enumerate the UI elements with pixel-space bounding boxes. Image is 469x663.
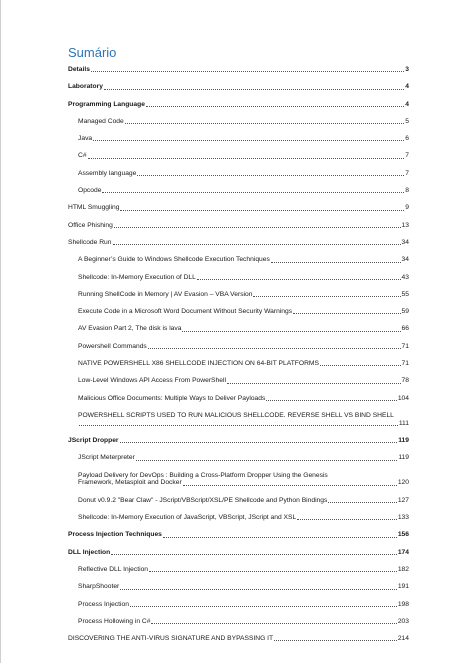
toc-entry[interactable] bbox=[68, 472, 409, 488]
toc-entry-label-continued: Framework, Metasploit and Docker bbox=[78, 479, 182, 487]
toc-entry[interactable] bbox=[68, 343, 409, 351]
toc-entry-page: 119 bbox=[398, 437, 409, 445]
toc-entry[interactable] bbox=[68, 601, 409, 609]
toc-entry[interactable] bbox=[68, 118, 409, 126]
toc-dot-leader bbox=[120, 588, 397, 590]
toc-entry-label: NATIVE POWERSHELL X86 SHELLCODE INJECTION ON 64-BIT PLATFORMS bbox=[78, 360, 319, 368]
toc-entry-page: 3 bbox=[405, 66, 409, 73]
toc-entry-label: SharpShooter bbox=[78, 583, 120, 591]
toc-entry[interactable] bbox=[68, 308, 409, 316]
toc-entry-label: Donut v0.9.2 "Bear Claw" - JScript/VBScript/XSL/PE Shellcode and Python Bindings bbox=[78, 496, 328, 504]
toc-entry-page: 4 bbox=[405, 100, 409, 108]
toc-entry-page: 198 bbox=[397, 600, 409, 608]
toc-entry[interactable] bbox=[68, 291, 409, 299]
toc-dot-leader bbox=[328, 501, 396, 503]
toc-dot-leader bbox=[266, 399, 397, 401]
toc-entry-label: Process Injection bbox=[78, 600, 129, 608]
toc-entry-page: 59 bbox=[401, 308, 409, 316]
toc-entry-label: HTML Smuggling bbox=[68, 204, 120, 212]
toc-entry-page: 191 bbox=[397, 583, 409, 591]
toc-entry-label: Shellcode: In-Memory Execution of JavaScript, VBScript, JScript and XSL bbox=[78, 514, 297, 522]
toc-entry[interactable] bbox=[68, 635, 409, 643]
toc-dot-leader bbox=[146, 105, 404, 107]
toc-dot-leader bbox=[293, 312, 400, 314]
toc-entry[interactable] bbox=[68, 187, 409, 195]
toc-entry[interactable] bbox=[68, 170, 409, 178]
toc-list bbox=[68, 66, 409, 643]
toc-entry-page: 6 bbox=[405, 135, 409, 143]
toc-entry-page: 133 bbox=[397, 514, 409, 522]
toc-entry[interactable] bbox=[68, 256, 409, 264]
toc-entry-page: 214 bbox=[397, 635, 409, 643]
toc-entry-label: Java bbox=[78, 135, 93, 143]
toc-entry-label: Shellcode: In-Memory Execution of DLL bbox=[78, 273, 196, 281]
toc-entry-page: 71 bbox=[401, 342, 409, 350]
toc-dot-leader bbox=[149, 570, 397, 572]
toc-entry-page: 8 bbox=[405, 187, 409, 195]
toc-entry-label: DLL Injection bbox=[68, 548, 111, 556]
toc-entry-page: 4 bbox=[405, 83, 409, 91]
toc-dot-leader bbox=[227, 382, 401, 384]
toc-entry[interactable] bbox=[68, 204, 409, 212]
toc-entry-page: 156 bbox=[397, 531, 409, 539]
toc-entry-page: 66 bbox=[401, 325, 409, 333]
toc-dot-leader bbox=[130, 605, 397, 607]
toc-entry-page: 43 bbox=[401, 273, 409, 281]
toc-entry-page: 111 bbox=[398, 419, 409, 427]
toc-entry[interactable] bbox=[68, 239, 409, 247]
toc-entry-label: JScript Dropper bbox=[68, 437, 119, 445]
toc-entry-page: 119 bbox=[398, 454, 409, 462]
toc-entry-label: DISCOVERING THE ANTI-VIRUS SIGNATURE AND BYPASSING IT bbox=[68, 635, 274, 643]
toc-dot-leader bbox=[111, 553, 397, 555]
toc-entry[interactable] bbox=[68, 66, 409, 74]
toc-entry-page: 104 bbox=[397, 394, 409, 402]
toc-entry-label: POWERSHELL SCRIPTS USED TO RUN MALICIOUS SHELLCODE. REVERSE SHELL VS BIND SHELL bbox=[78, 411, 394, 419]
toc-entry-page: 7 bbox=[405, 169, 409, 177]
toc-title: Sumário bbox=[68, 45, 117, 60]
toc-entry[interactable] bbox=[68, 135, 409, 143]
toc-entry-label: Execute Code in a Microsoft Word Document Without Security Warnings bbox=[78, 308, 293, 316]
toc-entry-label: A Beginner’s Guide to Windows Shellcode Execution Techniques bbox=[78, 256, 270, 264]
toc-entry-label: Payload Delivery for DevOps : Building a Cross-Platform Dropper Using the Genesis bbox=[78, 471, 328, 479]
toc-entry[interactable] bbox=[68, 83, 409, 91]
toc-dot-leader bbox=[125, 122, 405, 124]
toc-entry-page: 5 bbox=[405, 117, 409, 125]
toc-dot-leader bbox=[136, 459, 397, 461]
toc-entry-page: 13 bbox=[401, 221, 409, 229]
toc-entry-page: 71 bbox=[401, 360, 409, 368]
toc-entry-label: AV Evasion Part 2, The disk is lava bbox=[78, 325, 182, 333]
toc-entry[interactable] bbox=[68, 583, 409, 591]
toc-entry[interactable] bbox=[68, 274, 409, 282]
toc-dot-leader bbox=[253, 295, 400, 297]
toc-entry[interactable] bbox=[68, 566, 409, 574]
toc-entry[interactable] bbox=[68, 514, 409, 522]
toc-entry-label: Running ShellCode in Memory | AV Evasion – VBA Version bbox=[78, 290, 253, 298]
toc-dot-leader bbox=[91, 70, 404, 72]
toc-entry[interactable] bbox=[68, 549, 409, 557]
toc-dot-leader bbox=[93, 139, 404, 141]
toc-entry-page: 7 bbox=[405, 152, 409, 160]
toc-dot-leader bbox=[320, 364, 401, 366]
toc-entry[interactable] bbox=[68, 618, 409, 626]
toc-dot-leader bbox=[271, 261, 401, 263]
toc-entry-label: Reflective DLL Injection bbox=[78, 565, 149, 573]
toc-entry[interactable] bbox=[68, 152, 409, 160]
toc-entry-label: JScript Meterpreter bbox=[78, 454, 135, 462]
toc-entry-label: Powershell Commands bbox=[78, 342, 147, 350]
toc-dot-leader bbox=[88, 157, 405, 159]
toc-entry-label: Shellcode Run bbox=[68, 238, 112, 246]
toc-entry[interactable] bbox=[68, 454, 409, 462]
toc-entry-page: 174 bbox=[397, 548, 409, 556]
toc-entry-label: Opcode bbox=[78, 187, 102, 195]
toc-entry-label: Details bbox=[68, 66, 90, 73]
toc-entry-page: 34 bbox=[401, 256, 409, 264]
toc-dot-leader bbox=[197, 278, 401, 280]
toc-entry-label: Managed Code bbox=[78, 117, 124, 125]
toc-entry[interactable] bbox=[68, 395, 409, 403]
toc-dot-leader bbox=[163, 536, 397, 538]
toc-entry-page: 55 bbox=[401, 290, 409, 298]
toc-entry-label: C# bbox=[78, 152, 87, 160]
toc-entry-label: Laboratory bbox=[68, 83, 103, 91]
toc-dot-leader bbox=[104, 88, 404, 90]
toc-dot-leader bbox=[182, 330, 400, 332]
toc-entry-label: Process Hollowing in C# bbox=[78, 617, 151, 625]
toc-entry[interactable] bbox=[68, 101, 409, 109]
toc-entry-label: Programming Language bbox=[68, 100, 145, 108]
toc-entry-page: 182 bbox=[397, 565, 409, 573]
toc-entry-page: 9 bbox=[405, 204, 409, 212]
toc-entry-label: Process Injection Techniques bbox=[68, 531, 162, 539]
toc-entry[interactable] bbox=[68, 222, 409, 230]
toc-entry-line2 bbox=[78, 420, 409, 428]
toc-entry-label: Office Phishing bbox=[68, 221, 113, 229]
toc-dot-leader bbox=[137, 174, 404, 176]
toc-entry-label: Low-Level Windows API Access From PowerShell bbox=[78, 377, 226, 385]
toc-entry-page: 120 bbox=[397, 479, 409, 487]
toc-entry-label: Malicious Office Documents: Multiple Ways to Deliver Payloads bbox=[78, 394, 266, 402]
toc-entry-page: 78 bbox=[401, 377, 409, 385]
toc-entry-page: 34 bbox=[401, 238, 409, 246]
toc-entry-label: Assembly language bbox=[78, 169, 137, 177]
toc-entry-page: 203 bbox=[397, 617, 409, 625]
toc-entry-page: 127 bbox=[397, 496, 409, 504]
toc-entry[interactable] bbox=[68, 531, 409, 539]
toc-dot-leader bbox=[79, 424, 398, 426]
toc-dot-leader bbox=[297, 518, 397, 520]
toc-dot-leader bbox=[102, 191, 404, 193]
toc-dot-leader bbox=[148, 347, 401, 349]
toc-entry[interactable] bbox=[68, 412, 409, 428]
toc-entry[interactable] bbox=[68, 497, 409, 505]
toc-dot-leader bbox=[114, 226, 401, 228]
toc-dot-leader bbox=[120, 209, 404, 211]
toc-dot-leader bbox=[113, 243, 401, 245]
toc-dot-leader bbox=[120, 441, 398, 443]
toc-entry[interactable] bbox=[68, 325, 409, 333]
toc-entry-line2 bbox=[78, 479, 409, 487]
toc-dot-leader bbox=[183, 484, 397, 486]
page-edge bbox=[0, 0, 1, 663]
toc-entry[interactable] bbox=[68, 437, 409, 445]
document-page bbox=[68, 45, 409, 652]
toc-entry[interactable] bbox=[68, 377, 409, 385]
toc-dot-leader bbox=[274, 639, 397, 641]
toc-dot-leader bbox=[151, 622, 396, 624]
toc-entry[interactable] bbox=[68, 360, 409, 368]
